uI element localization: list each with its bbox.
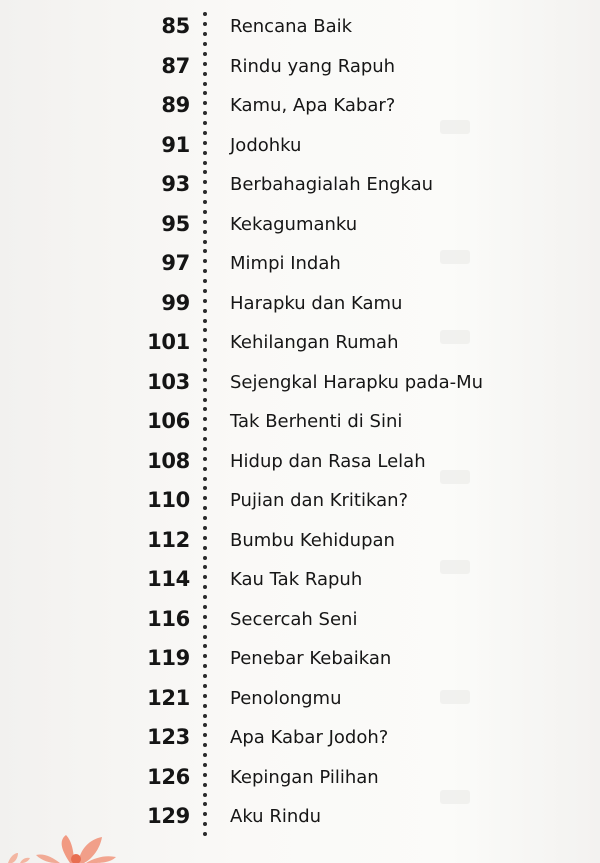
toc-entry[interactable] [0,480,600,520]
dotted-separator [203,603,207,637]
toc-page-number: 95 [161,211,190,236]
toc-title: Bumbu Kehidupan [230,529,395,551]
toc-page-number: 89 [161,93,190,117]
toc-title: Mimpi Indah [230,253,341,274]
dotted-separator [203,800,207,834]
dotted-separator [203,761,207,795]
dotted-separator [203,208,207,242]
toc-page-number: 97 [161,251,190,275]
toc-page-number: 101 [147,330,190,354]
toc-entry[interactable] [0,362,600,402]
toc-title: Berbahagialah Engkau [230,174,434,195]
toc-entry[interactable] [0,717,600,757]
dotted-separator [203,682,207,716]
toc-entry[interactable] [0,559,600,599]
toc-title: Hidup dan Rasa Lelah [230,450,426,472]
table-of-contents [0,6,600,836]
toc-entry[interactable] [0,243,600,283]
toc-title: Kau Tak Rapuh [230,569,363,590]
toc-page-number: 85 [161,14,190,38]
toc-page-number: 116 [147,606,190,631]
toc-entry[interactable] [0,678,600,718]
toc-entry[interactable] [0,322,600,362]
toc-page-number: 99 [161,290,190,315]
toc-title: Pujian dan Kritikan? [230,490,409,511]
dotted-separator [203,247,207,281]
toc-title: Penolongmu [230,687,342,709]
dotted-separator [203,89,207,123]
toc-page-number: 108 [147,448,190,473]
toc-title: Tak Berhenti di Sini [230,411,403,432]
toc-title: Kehilangan Rumah [230,332,399,353]
toc-page-number: 121 [147,685,190,710]
toc-page-number: 114 [147,567,190,591]
toc-entry[interactable] [0,125,600,165]
dotted-separator [203,10,207,44]
dotted-separator [203,563,207,597]
toc-page-number: 87 [161,53,190,78]
toc-title: Secercah Seni [230,608,358,630]
toc-page-number: 123 [147,725,190,749]
toc-title: Kepingan Pilihan [230,766,379,788]
toc-page-number: 93 [161,172,190,196]
toc-title: Sejengkal Harapku pada-Mu [230,371,484,393]
toc-page-number: 126 [147,764,190,789]
toc-title: Apa Kabar Jodoh? [230,727,389,748]
toc-entry[interactable] [0,599,600,639]
toc-title: Kekagumanku [230,213,358,235]
dotted-separator [203,405,207,439]
toc-entry[interactable] [0,757,600,797]
dotted-separator [203,326,207,360]
toc-entry[interactable] [0,46,600,86]
dotted-separator [203,366,207,400]
toc-entry[interactable] [0,520,600,560]
toc-entry[interactable] [0,283,600,323]
toc-page-number: 110 [147,488,190,512]
flower-icon [0,813,120,863]
dotted-separator [203,287,207,321]
toc-title: Jodohku [230,134,302,156]
dotted-separator [203,721,207,755]
toc-entry[interactable] [0,85,600,125]
toc-title: Harapku dan Kamu [230,292,403,314]
toc-page-number: 103 [147,369,190,394]
toc-entry[interactable] [0,6,600,46]
toc-title: Penebar Kebaikan [230,648,392,669]
toc-title: Aku Rindu [230,806,322,827]
toc-title: Rindu yang Rapuh [230,55,396,77]
toc-title: Rencana Baik [230,16,353,37]
toc-entry[interactable] [0,164,600,204]
toc-page-number: 106 [147,409,190,433]
dotted-separator [203,168,207,202]
toc-page-number: 91 [161,132,190,157]
dotted-separator [203,524,207,558]
dotted-separator [203,129,207,163]
toc-page-number: 129 [147,804,190,828]
toc-entry[interactable] [0,638,600,678]
toc-title: Kamu, Apa Kabar? [230,95,396,116]
toc-entry[interactable] [0,401,600,441]
dotted-separator [203,445,207,479]
dotted-separator [203,642,207,676]
toc-entry[interactable] [0,441,600,481]
toc-entry[interactable] [0,204,600,244]
dotted-separator [203,50,207,84]
dotted-separator [203,484,207,518]
toc-page-number: 112 [147,527,190,552]
toc-page-number: 119 [147,646,190,670]
